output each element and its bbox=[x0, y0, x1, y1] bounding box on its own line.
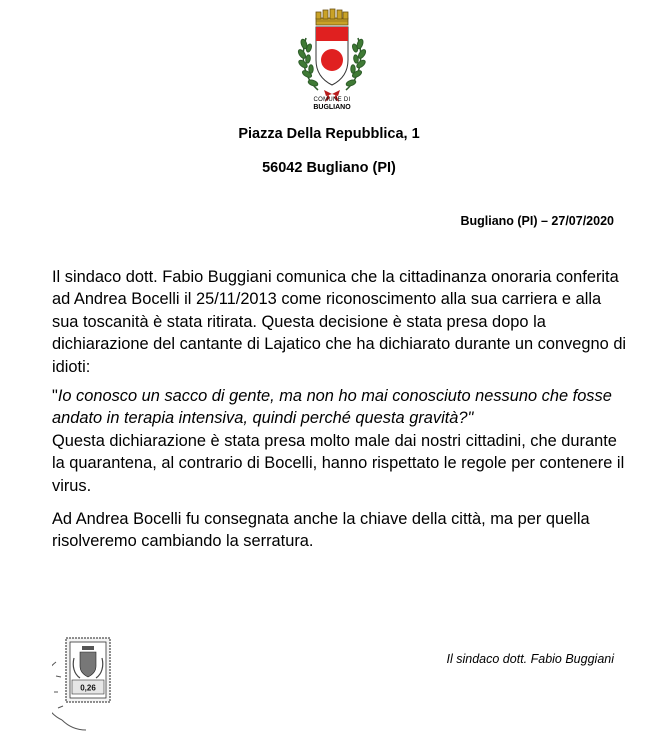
body-quote-paragraph bbox=[52, 385, 632, 430]
body-paragraph-1: Il sindaco dott. Fabio Buggiani comunica che la cittadinanza onoraria conferita ad Andrea Bocelli il 25/11/2013 come riconoscimento alla sua carriera e alla sua toscanità è stata ritirata. Questa decisione è stata presa dopo la dichiarazione del cantante di Lajatico che ha dichiarato durante un convegno di idioti: bbox=[52, 268, 627, 376]
emblem-caption bbox=[292, 96, 372, 112]
stamp-frame-icon bbox=[66, 638, 110, 702]
letter-body bbox=[52, 266, 632, 553]
revenue-stamp bbox=[52, 632, 118, 732]
stamp-value: 0,26 bbox=[80, 683, 96, 693]
shield-icon bbox=[316, 27, 348, 85]
crown-icon bbox=[316, 9, 348, 25]
date-line: Bugliano (PI) – 27/07/2020 bbox=[460, 214, 614, 228]
laurel-right-icon bbox=[345, 38, 367, 90]
quote-open-mark: " bbox=[52, 387, 58, 406]
address-city: 56042 Bugliano (PI) bbox=[262, 160, 396, 176]
body-quote: Io conosco un sacco di gente, ma non ho mai conosciuto nessuno che fosse andato in terapia intensiva, quindi perché questa gravità?" bbox=[52, 387, 612, 428]
emblem-caption-top: COMUNE DI bbox=[313, 97, 351, 103]
body-paragraph-4: Ad Andrea Bocelli fu consegnata anche la chiave della città, ma per quella risolveremo cambiando la serratura. bbox=[52, 510, 590, 551]
emblem-caption-bottom: BUGLIANO bbox=[313, 104, 351, 111]
laurel-left-icon bbox=[297, 38, 319, 90]
address-street: Piazza Della Repubblica, 1 bbox=[238, 126, 420, 142]
body-paragraph-3: Questa dichiarazione è stata presa molto male dai nostri cittadini, che durante la quarantena, al contrario di Bocelli, hanno rispettato le regole per contenere il virus. bbox=[52, 431, 625, 495]
signature-line: Il sindaco dott. Fabio Buggiani bbox=[446, 652, 614, 666]
